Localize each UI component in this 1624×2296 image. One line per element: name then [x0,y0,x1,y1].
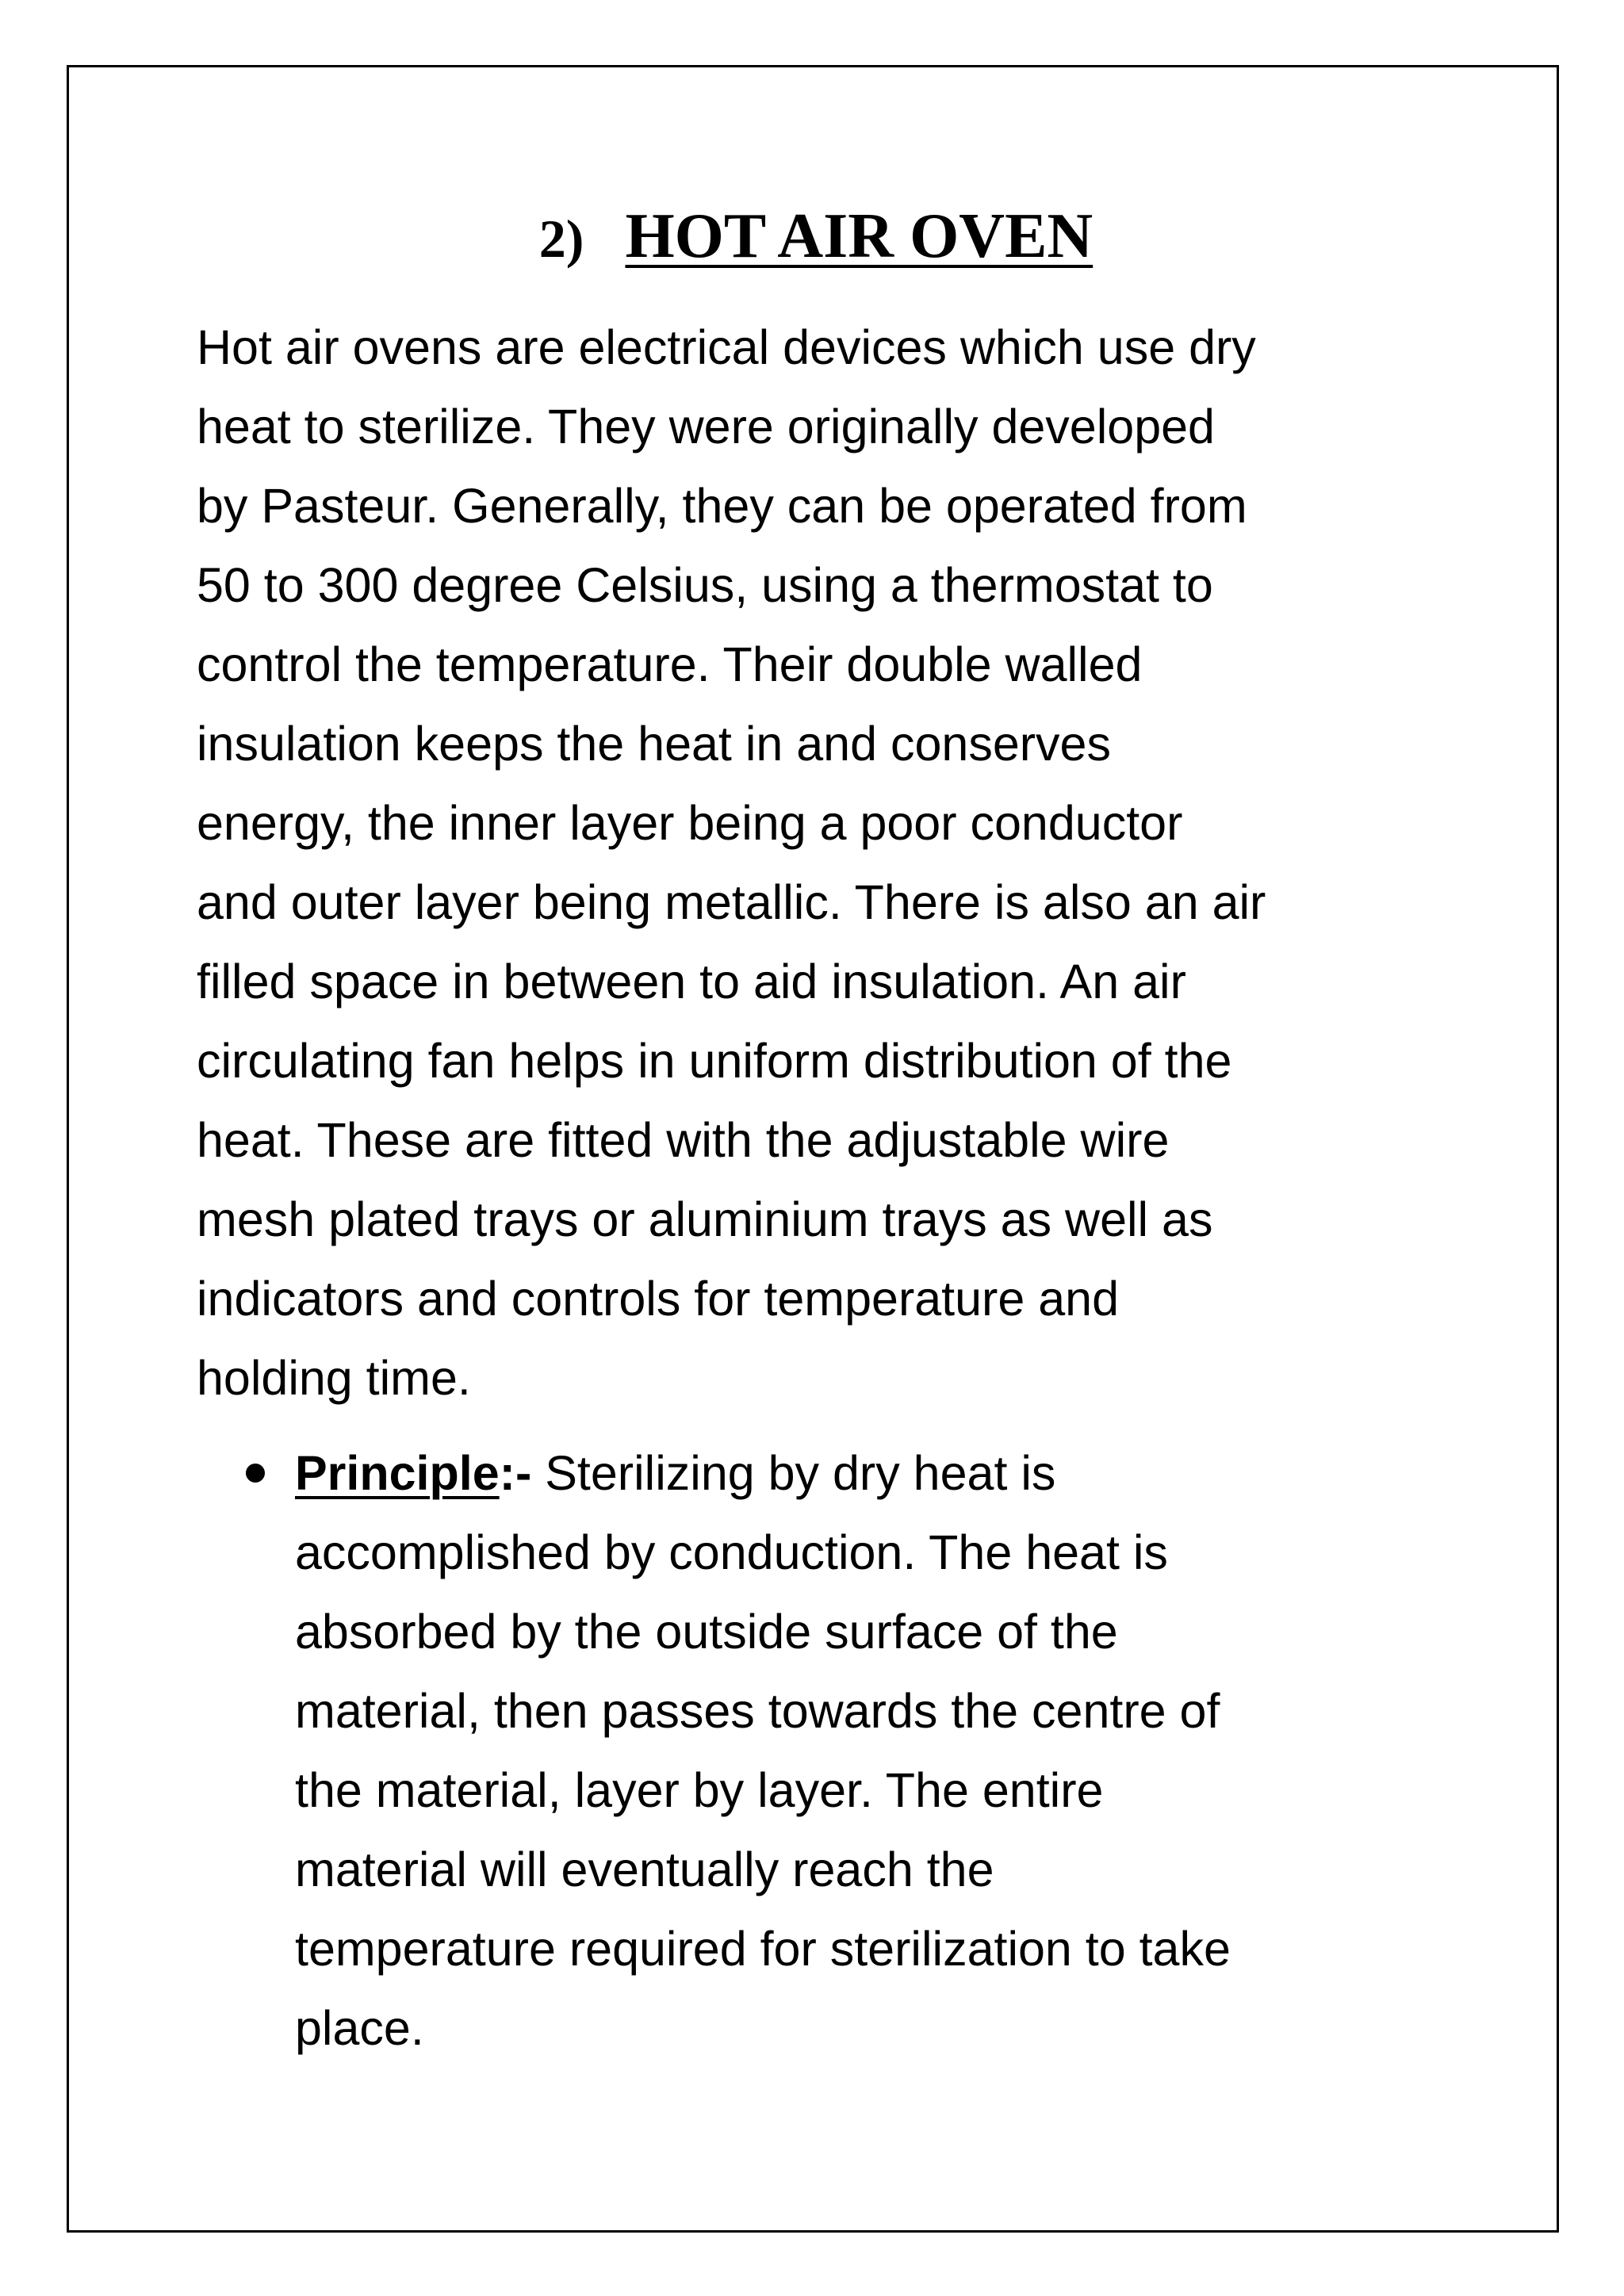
principle-term: Principle [295,1446,500,1500]
intro-line: by Pasteur. Generally, they can be operated from [197,479,1247,533]
principle-line: material, then passes towards the centre of [295,1684,1220,1738]
principle-line: the material, layer by layer. The entire [295,1763,1104,1817]
principle-separator: :- [499,1446,532,1500]
intro-line: indicators and controls for temperature and [197,1272,1120,1326]
intro-line: heat. These are fitted with the adjustable wire [197,1113,1170,1167]
intro-line: control the temperature. Their double walled [197,637,1143,691]
intro-line: circulating fan helps in uniform distribution of the [197,1034,1232,1088]
section-title: HOT AIR OVEN [625,201,1094,271]
principle-line: material will eventually reach the [295,1843,994,1896]
intro-line: Hot air ovens are electrical devices which use dry [197,320,1256,374]
principle-text [295,1433,1467,2068]
principle-first-text: Sterilizing by dry heat is [531,1446,1056,1500]
section-number: 2) [538,209,584,269]
principle-line: place. [295,2001,424,2055]
intro-line: heat to sterilize. They were originally developed [197,400,1215,453]
intro-line: filled space in between to aid insulation. An air [197,955,1186,1008]
intro-line: holding time. [197,1351,471,1405]
intro-paragraph [197,308,1450,1418]
intro-line: and outer layer being metallic. There is also an air [197,875,1266,929]
intro-line: 50 to 300 degree Celsius, using a thermostat to [197,558,1213,612]
intro-line: insulation keeps the heat in and conserves [197,717,1111,771]
intro-line: mesh plated trays or aluminium trays as well as [197,1192,1213,1246]
intro-line: energy, the inner layer being a poor conductor [197,796,1183,850]
principle-line: absorbed by the outside surface of the [295,1605,1118,1659]
section-heading [0,197,1624,278]
principle-line: accomplished by conduction. The heat is [295,1525,1168,1579]
principle-line: temperature required for sterilization to take [295,1922,1231,1976]
bullet-dot-icon [246,1464,265,1483]
principle-first-line [295,1433,1467,1513]
